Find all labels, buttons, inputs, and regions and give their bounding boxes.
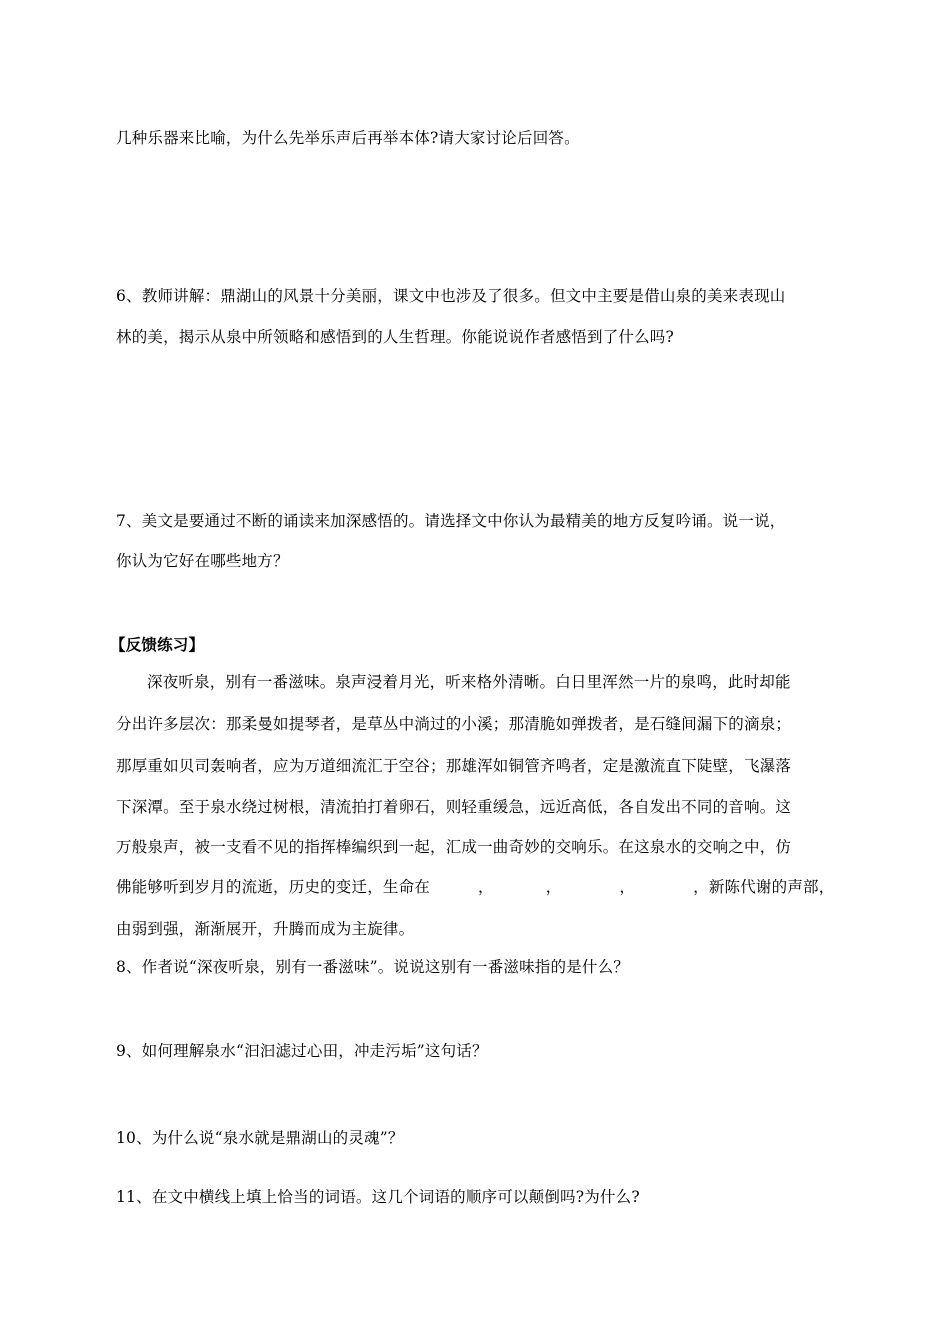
question-8: 8、作者说“深夜听泉，别有一番滋味”。说说这别有一番滋味指的是什么？ [116,958,630,976]
comma: ， [619,878,636,896]
question-6-line-1: 6、教师讲解：鼎湖山的风景十分美丽，课文中也涉及了很多。但文中主要是借山泉的美来表现山 [116,287,786,305]
passage-line-5: 万般泉声，被一支看不见的指挥棒编织到一起，汇成一曲奇妙的交响乐。在这泉水的交响之中，仿 [116,838,792,856]
passage-line-1: 深夜听泉，别有一番滋味。泉声浸着月光，听来格外清晰。白日里浑然一片的泉鸣，此时却能 [147,673,791,691]
passage-line-6-start: 佛能够听到岁月的流逝，历史的变迁，生命在 [116,878,431,896]
comma: ， [478,878,494,896]
question-11: 11、在文中横线上填上恰当的词语。这几个词语的顺序可以颠倒吗?为什么? [116,1188,640,1206]
feedback-heading: 【反馈练习】 [110,636,205,654]
question-9: 9、如何理解泉水“汩汩滤过心田，冲走污垢”这句话？ [116,1042,488,1060]
passage-line-3: 那厚重如贝司轰响者，应为万道细流汇于空谷；那雄浑如铜管齐鸣者，定是激流直下陡壁，飞瀑落 [116,757,792,775]
passage-line-2: 分出许多层次：那柔曼如提琴者，是草丛中淌过的小溪；那清脆如弹拨者，是石缝间漏下的滴泉； [116,715,792,733]
question-6-line-2: 林的美，揭示从泉中所领略和感悟到的人生哲理。你能说说作者感悟到了什么吗? [116,328,675,346]
question-7-line-2: 你认为它好在哪些地方？ [116,552,289,570]
comma: ， [545,878,562,896]
question-7-line-1: 7、美文是要通过不断的诵读来加深感悟的。请选择文中你认为最精美的地方反复吟诵。说一说， [116,512,786,530]
question-5-tail: 几种乐器来比喻，为什么先举乐声后再举本体?请大家讨论后回答。 [116,129,580,147]
passage-line-4: 下深潭。至于泉水绕过树根，清流拍打着卵石，则轻重缓急，远近高低，各自发出不同的音响。这 [116,798,792,816]
question-10: 10、为什么说“泉水就是鼎湖山的灵魂”？ [116,1129,404,1147]
passage-line-6-end: ，新陈代谢的声部， [693,878,835,896]
passage-line-7: 由弱到强，渐渐展开，升腾而成为主旋律。 [116,920,415,938]
passage-line-6 [116,876,834,898]
